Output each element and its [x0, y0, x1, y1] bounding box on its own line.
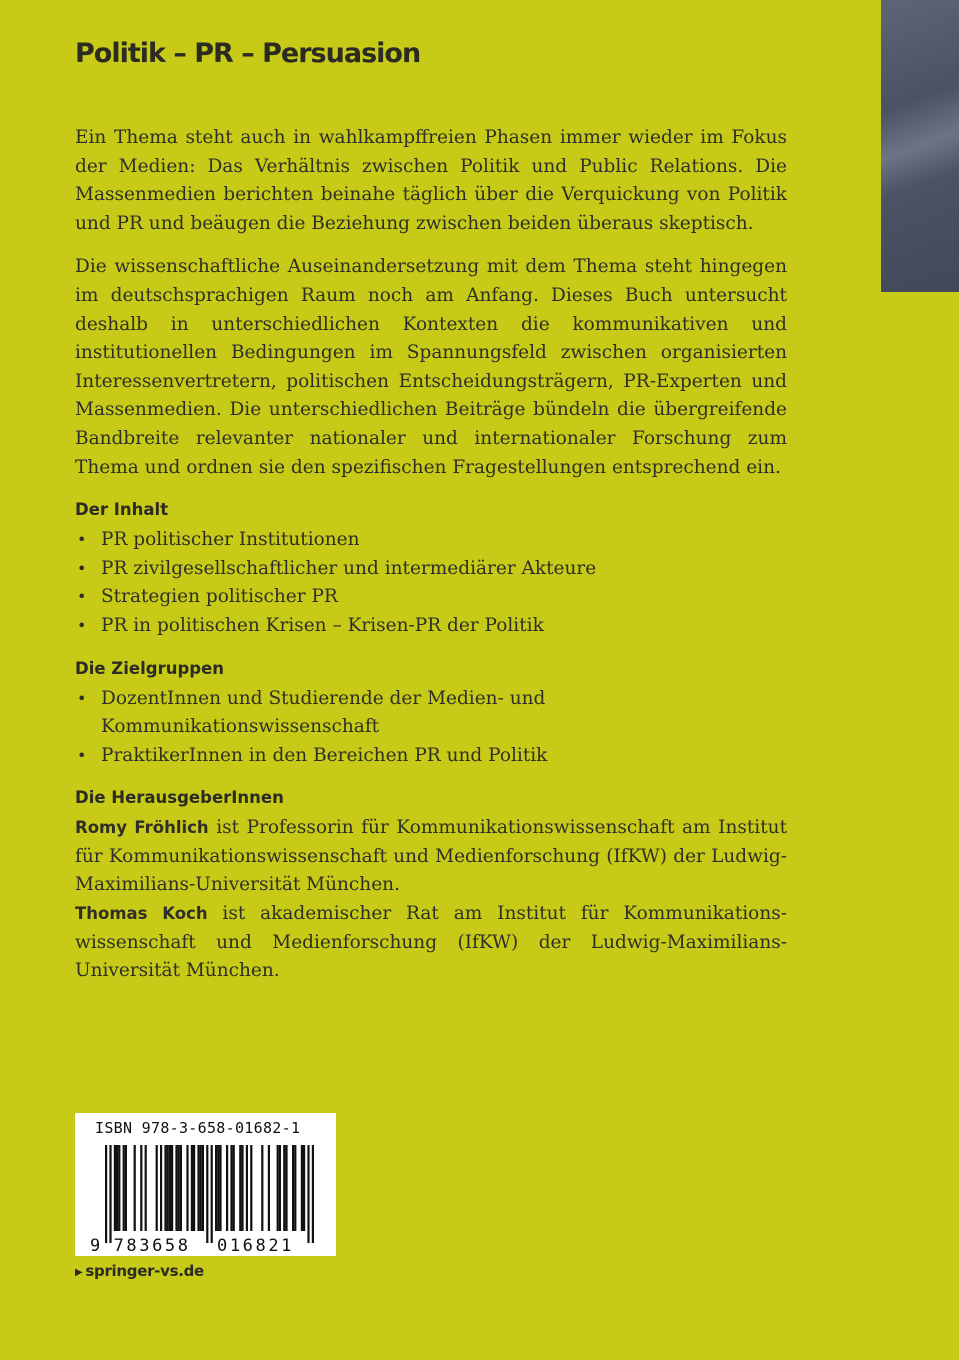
- editor-name: Romy Fröhlich: [75, 818, 209, 838]
- list-item: • PraktikerInnen in den Bereichen PR und Politik: [75, 742, 787, 771]
- barcode-bar: [200, 1145, 202, 1231]
- barcode-bar: [114, 1145, 116, 1231]
- barcode-bar: [217, 1145, 219, 1231]
- barcode-bar: [283, 1145, 285, 1231]
- barcode-bar: [211, 1145, 213, 1243]
- barcode-bar: [285, 1145, 287, 1231]
- isbn-label: ISBN 978-3-658-01682-1: [95, 1119, 301, 1137]
- zielgruppen-list: [75, 685, 787, 771]
- barcode-bar: [219, 1145, 221, 1231]
- barcode-bar: [105, 1145, 107, 1243]
- barcode-bar: [294, 1145, 296, 1231]
- barcode-bar: [169, 1145, 171, 1231]
- inhalt-list: [75, 526, 787, 640]
- barcode-bar: [140, 1145, 142, 1231]
- barcode-bar: [109, 1145, 111, 1243]
- list-item: • PR in politischen Krisen – Krisen-PR der Politik: [75, 612, 787, 641]
- barcode-digits: 016821: [217, 1236, 295, 1256]
- barcode-bar: [268, 1145, 270, 1231]
- barcode-bar: [134, 1145, 136, 1231]
- list-item: • PR zivilgesellschaftlicher und intermediärer Akteure: [75, 555, 787, 584]
- barcode-bar: [156, 1145, 158, 1231]
- barcode-bar: [277, 1145, 279, 1231]
- website-link[interactable]: [75, 1262, 204, 1280]
- barcode-bar: [303, 1145, 305, 1231]
- editor-bio-1: [75, 814, 787, 900]
- list-item: • DozentInnen und Studierende der Medien- und Kommunikationswissenschaft: [75, 685, 571, 742]
- intro-paragraph: Ein Thema steht auch in wahlkampffreien Phasen immer wieder im Fokus der Medien: Das Verhältnis zwischen Politik und Public Relations. Die Massenmedien berichten beinahe täglich über die Verquickung von Politik und PR und beäugen die Beziehung zwischen beiden überaus skeptisch.: [75, 127, 787, 234]
- barcode-bar: [215, 1145, 217, 1231]
- barcode-bar: [233, 1145, 235, 1231]
- barcode-bar: [279, 1145, 281, 1231]
- list-item: • Strategien politischer PR: [75, 583, 787, 612]
- barcode-bar: [164, 1145, 166, 1231]
- barcode-graphic: [75, 1113, 336, 1256]
- barcode-bar: [178, 1145, 180, 1231]
- barcode-bar: [191, 1145, 193, 1231]
- section-heading-herausgeber: Die HerausgeberInnen: [75, 788, 284, 808]
- editor-bio-text: ist akademischer Rat am Institut für Kommunikationswissenschaft und Medienforschung (IfKW) der Ludwig-Maximilians-Universität München.: [75, 903, 787, 982]
- barcode-bar: [175, 1145, 177, 1231]
- play-arrow-icon: ▶: [75, 1267, 83, 1278]
- editor-bio-text: ist Professorin für Kommunikationswissenschaft am Institut für Kommunikationswissenschaft und Medienforschung (IfKW) der Ludwig-Maximilians-Universität München.: [75, 817, 788, 896]
- barcode-bar: [193, 1145, 195, 1231]
- barcode-bar: [250, 1145, 252, 1231]
- barcode-bar: [202, 1145, 204, 1231]
- barcode-bar: [206, 1145, 208, 1243]
- barcode-bar: [307, 1145, 309, 1243]
- barcode-bar: [230, 1145, 232, 1231]
- barcode-bar: [246, 1145, 248, 1231]
- editor-bio-2: [75, 900, 787, 986]
- isbn-barcode: [75, 1113, 336, 1256]
- barcode-bar: [226, 1145, 228, 1231]
- cover-corner-decoration: [881, 0, 959, 292]
- barcode-digits: 9: [90, 1236, 101, 1256]
- barcode-bar: [301, 1145, 303, 1231]
- editor-name: Thomas Koch: [75, 904, 208, 924]
- barcode-bar: [145, 1145, 147, 1231]
- barcode-bar: [292, 1145, 294, 1231]
- barcode-bar: [180, 1145, 182, 1231]
- section-heading-inhalt: Der Inhalt: [75, 500, 169, 520]
- barcode-bar: [171, 1145, 173, 1231]
- barcode-bar: [241, 1145, 243, 1231]
- barcode-bar: [186, 1145, 188, 1231]
- section-heading-zielgruppen: Die Zielgruppen: [75, 658, 225, 678]
- barcode-bar: [239, 1145, 241, 1231]
- barcode-bar: [118, 1145, 120, 1231]
- list-item: • PR politischer Institutionen: [75, 526, 787, 555]
- barcode-bar: [312, 1145, 314, 1243]
- description-paragraph: Die wissenschaftliche Auseinandersetzung mit dem Thema steht hingegen im deutschsprachigen Raum noch am Anfang. Dieses Buch untersucht deshalb in unterschiedlichen Kontexten die kommunikativen und institutionellen Bedingungen im Spannungsfeld zwischen organisierten Interessenvertretern, politischen Entscheidungsträgern, PR-Experten und Massenmedien. Die unterschiedlichen Beiträge bündeln die übergreifende Bandbreite relevanter nationaler und internationaler Forschung zum Thema und ordnen sie den spezifischen Fragestellungen entsprechend ein.: [75, 256, 787, 478]
- barcode-bar: [160, 1145, 162, 1231]
- barcode-bar: [167, 1145, 169, 1231]
- barcode-bar: [125, 1145, 127, 1231]
- barcode-bar: [197, 1145, 199, 1231]
- page-title: Politik – PR – Persuasion: [75, 38, 421, 69]
- barcode-bar: [116, 1145, 118, 1231]
- barcode-bar: [123, 1145, 125, 1231]
- blurb-content: [75, 124, 787, 986]
- barcode-digits: 783658: [113, 1236, 191, 1256]
- barcode-bar: [261, 1145, 263, 1231]
- website-text: springer-vs.de: [85, 1262, 204, 1280]
